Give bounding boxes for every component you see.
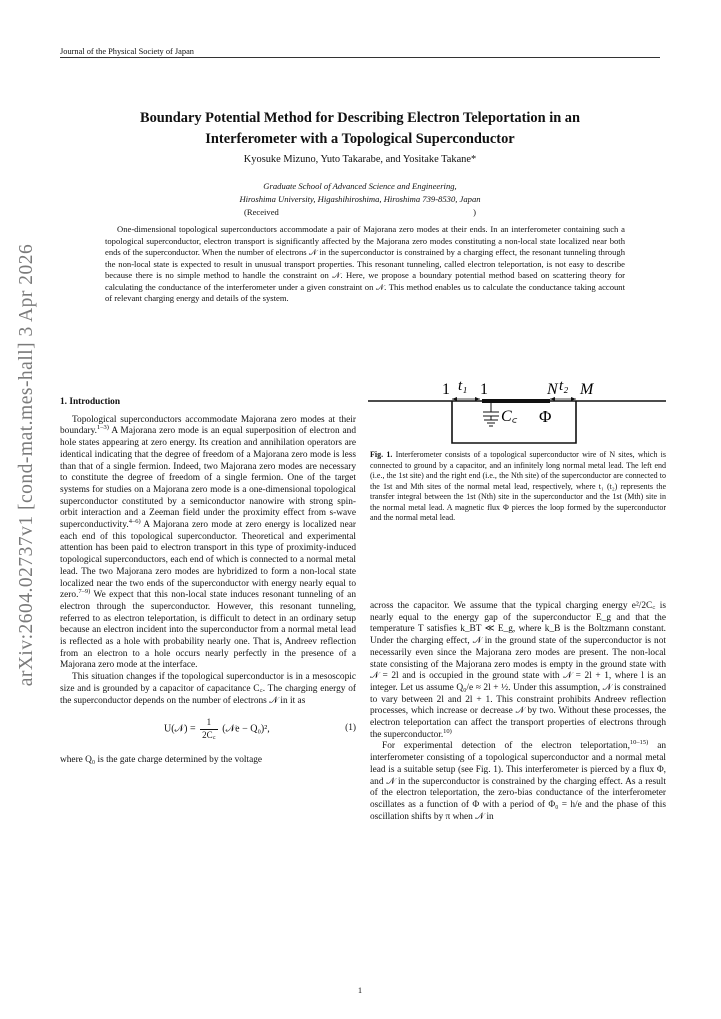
journal-name: Journal of the Physical Society of Japan: [60, 47, 194, 56]
label-m: M: [580, 381, 594, 398]
equation-lhs: U(𝒩) =: [164, 723, 196, 735]
left-column: [60, 397, 356, 767]
citation: 10): [443, 727, 452, 735]
label-site-1-lead: 1: [442, 381, 450, 398]
right-p2-b: an interferometer consisting of a topological superconductor and a normal metal lead is a suitable setup (see Fig. 1). This interferometer is pierced by a flux Φ, and 𝒩 in the superconductor is constrained by the charging effect. As a result of the electron teleportation, the zero-bias conductance of the interferometer oscillates as a function of Φ with a period of Φ₀ = h/e and the phase of this oscillation shifts by π when 𝒩 in: [370, 741, 667, 822]
intro-paragraph-1: [60, 415, 356, 672]
intro-p1-a: Topological superconductors accommodate Majorana zero modes at their boundary.: [60, 414, 356, 437]
affiliation: [60, 180, 660, 206]
affiliation-line-2: Hiroshima University, Higashihiroshima, Hiroshima 739-8530, Japan: [239, 194, 481, 204]
label-capacitance: C꜀: [501, 408, 518, 425]
arxiv-stamp: [11, 240, 43, 690]
intro-p1-c: A Majorana zero mode at zero energy is localized near each end of this topological superconductor. Theoretical and experimental attention has been paid to electron transport in this type of proximity-induced topological superconductors, each end of which is connected to a normal metal lead. The two Majorana zero modes are hybridized to form a non-local state localized near the two ends of the superconductor with energy nearly equal to zero.: [60, 520, 356, 601]
intro-paragraph-3: where Q₀ is the gate charge determined by the voltage: [60, 755, 263, 766]
citation: 4–6): [128, 518, 141, 526]
page-number: 1: [357, 985, 363, 995]
label-site-1-sc: 1: [480, 381, 488, 398]
fraction-denominator: 2C꜀: [202, 729, 216, 740]
intro-paragraph-2: This situation changes if the topological superconductor is in a mesoscopic size and is grounded by a capacitor of capacitance C꜀. The charging energy of the superconductor depends on the number of electrons 𝒩 in it as: [60, 672, 356, 706]
affiliation-line-1: Graduate School of Advanced Science and Engineering,: [263, 181, 457, 191]
received-open: (Received: [243, 207, 279, 217]
figure-caption-label: Fig. 1.: [370, 450, 393, 459]
equation-number: (1): [345, 723, 356, 734]
citation: 7–9): [78, 588, 91, 596]
label-t1: t₁: [458, 378, 468, 394]
title-line-2: Interferometer with a Topological Superconductor: [205, 131, 515, 147]
right-paragraph-2: [370, 741, 666, 823]
equation-fraction: [200, 717, 218, 741]
figure-1: [368, 372, 666, 446]
received-line: [60, 207, 660, 217]
citation: 1–3): [97, 424, 109, 432]
right-paragraph-1: [370, 601, 666, 741]
label-t2: t₂: [559, 378, 569, 394]
intro-p1-d: We expect that this non-local state induces resonant tunneling of an electron through the superconductor. However, this resonant tunneling, referred to as electron teleportation, is difficult to detect in an ordinary setup because an electron incident into the superconductor from a normal metal lead is reflected as a hole with probability nearly one. That is, Andreev reflection from an electron to a hole occurs nearly perfectly in the presence of a Majorana zero mode at the interface.: [60, 590, 356, 671]
intro-p1-b: A Majorana zero mode is an equal superposition of electron and hole states appearing at zero energy. Its creation and annihilation operators are identical indicating that the degree of freedom of a Majorana zero mode is less than that of a single fermion. Indeed, two Majorana zero modes are necessary to constitute the degree of freedom of a single fermion. One of the target systems for studies on a Majorana zero mode is a one-dimensional topological superconductor constituted by a semiconductor nanowire with strong spin-orbit interaction and a Zeeman field under the proximity effect from s-wave superconductivity.: [60, 426, 356, 531]
section-heading: 1. Introduction: [60, 397, 121, 407]
citation: 10–15): [629, 739, 649, 747]
abstract-text: One-dimensional topological superconductors accommodate a pair of Majorana zero modes at their ends. In an interferometer containing such a topological superconductor, electron transport is significantly affected by the Majorana zero modes constituting a non-local state localized near both ends of the superconductor. When the number of electrons 𝒩 in the superconductor is constrained by a charging effect, the resonant tunneling through the non-local state is expected to result in unusual transport properties. This resonant tunneling, called electron teleportation, is not easy to describe because there is no simple method to handle the constraint on 𝒩. Here, we propose a boundary potential method based on scattering theory for calculating the conductance of the interferometer under a given constraint on 𝒩. This method enables us to calculate the conductance taking account of relevant charging energy and details of the system.: [105, 224, 625, 304]
equation-body: [164, 717, 270, 741]
author-list: Kyosuke Mizuno, Yuto Takarabe, and Yositake Takane*: [243, 154, 477, 165]
right-p2-a: For experimental detection of the electron teleportation,: [382, 741, 630, 752]
label-flux: Φ: [539, 407, 552, 426]
paper-title: [60, 108, 660, 150]
equation-1: [60, 711, 356, 751]
abstract: [105, 224, 625, 305]
arxiv-stamp-text: arXiv:2604.02737v1 [cond-mat.mes-hall] 3 Apr 2026: [16, 243, 37, 687]
label-n: N: [547, 381, 558, 398]
header-rule: [60, 57, 660, 58]
right-p1-text: across the capacitor. We assume that the typical charging energy e²/2C꜀ is nearly equal to the energy gap of the superconductor E_g and that the temperature T satisfies k_BT ≪ E_g, where k_B is the Boltzmann constant. Under the charging effect, 𝒩 in the ground state of the superconductor is not necessarily even since the Majorana zero modes are present. The non-local state consisting of the Majorana zero modes is empty in the ground state with 𝒩 = 2l and is occupied in the ground state with 𝒩 = 2l + 1, where l is an integer. Let us assume Q₀/e ≈ 2l + ½. Under this assumption, 𝒩 is constrained to vary between 2l and 2l + 1. This constraint prohibits Andreev reflection processes, which increase or decrease 𝒩 by two. Without these processes, the electron teleportation can affect the transport properties of electrons through the superconductor.: [370, 601, 666, 740]
equation-rhs: (𝒩e − Q₀)²,: [222, 723, 270, 735]
right-column: [370, 601, 666, 823]
figure-caption: [370, 450, 666, 524]
title-line-1: Boundary Potential Method for Describing Electron Teleportation in an: [140, 110, 580, 126]
figure-caption-text: Interferometer consists of a topological superconductor wire of N sites, which is connected to ground by a capacitor, and an infinitely long normal metal lead. The left end (i.e., the 1st site) and the right end (i.e., the Nth site) of the superconductor are connected to the 1st and Mth sites of the normal metal lead, respectively, where t₁ (t₂) represents the transfer integral between the 1st (Nth) site in the superconductor and the 1st (Mth) site in the normal metal lead. A magnetic flux Φ pierces the loop formed by the superconductor and the normal metal lead.: [370, 450, 667, 522]
interferometer-diagram: [368, 372, 666, 446]
received-close: ): [473, 207, 477, 217]
fraction-numerator: 1: [200, 717, 218, 730]
